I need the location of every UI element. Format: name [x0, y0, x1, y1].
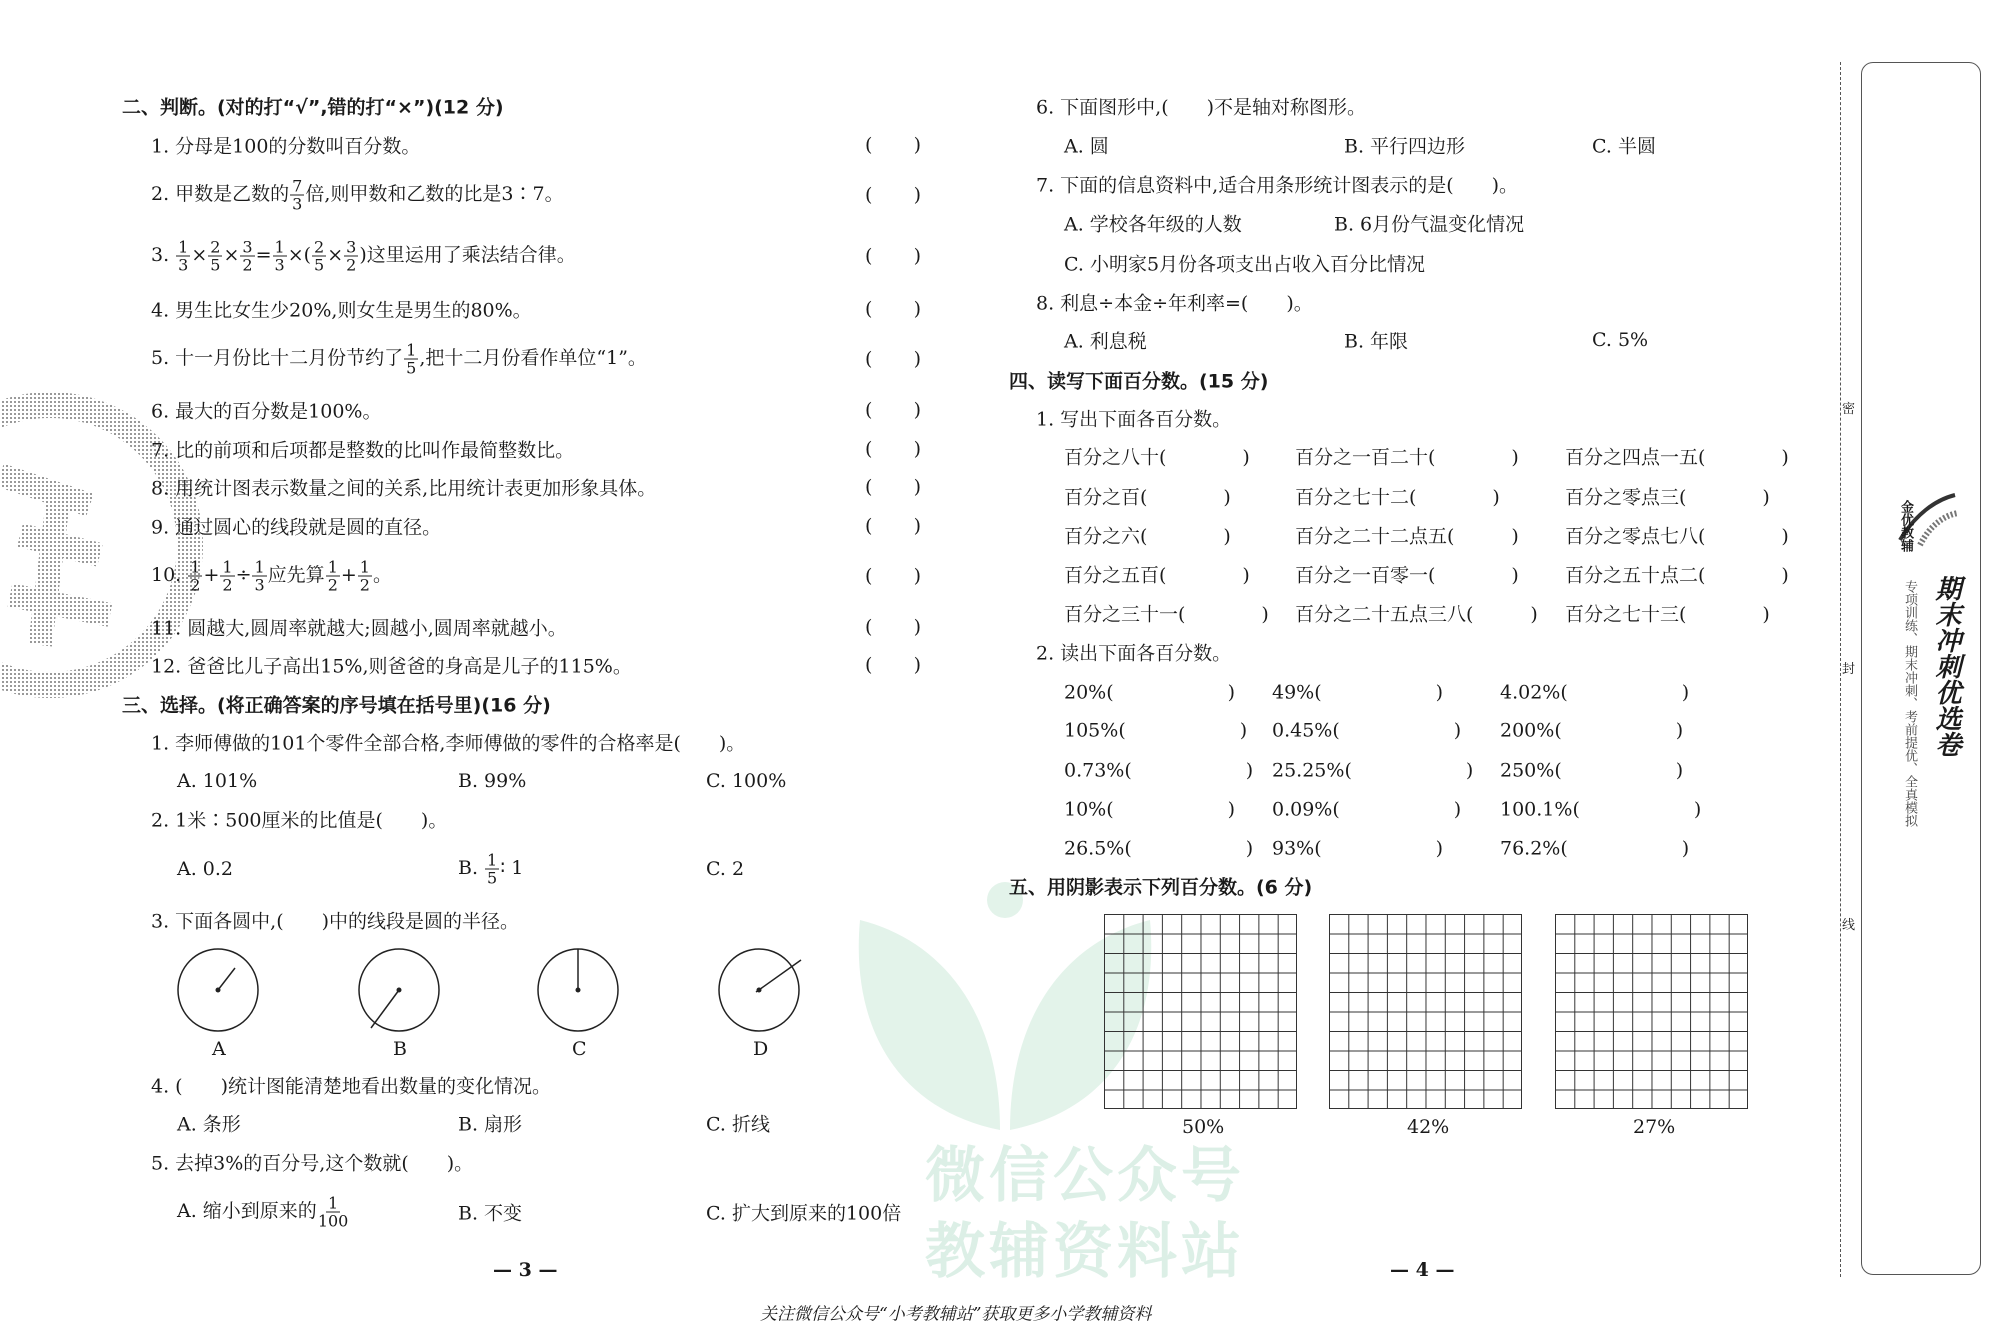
text-segment: A. 条形 [177, 1113, 241, 1136]
denominator: 5 [406, 358, 417, 378]
text-segment: × [327, 244, 344, 266]
text-segment: ÷ [235, 564, 252, 586]
page-number: — 4 — [1390, 1259, 1455, 1281]
q6-option-a: A. 圆 [1064, 135, 1109, 158]
fraction [485, 852, 499, 887]
read-title: 2. 读出下面各百分数。 [1036, 642, 1232, 665]
answer-blank[interactable] [865, 134, 921, 156]
text-segment: 5. 十一月份比十二月份节约了 [151, 347, 404, 369]
q5-option-b [458, 1199, 522, 1226]
section-shade-header: 五、用阴影表示下列百分数。(6 分) [1009, 876, 1313, 899]
write-item: 百分之一百零一( ) [1295, 564, 1519, 587]
choice-q8: 8. 利息÷本金÷年利率=( )。 [1036, 292, 1313, 315]
q4-option-c [706, 1110, 770, 1137]
text-segment: B. [458, 857, 485, 879]
numerator: 1 [274, 237, 285, 257]
denominator: 3 [292, 194, 303, 214]
open-paren: ( [865, 184, 873, 206]
text-segment: 7. 比的前项和后项都是整数的比叫作最简整数比。 [151, 439, 575, 462]
text-segment: A. 0.2 [177, 858, 234, 880]
binding-label-xian: 线 [1842, 914, 1855, 933]
q6-option-b: B. 平行四边形 [1344, 135, 1466, 158]
binding-label-feng: 封 [1842, 658, 1855, 677]
answer-blank[interactable] [865, 476, 921, 498]
fraction [176, 239, 190, 274]
judge-item [151, 132, 420, 159]
section-choice-header: 三、选择。(将正确答案的序号填在括号里)(16 分) [122, 694, 551, 717]
q8-option-b: B. 年限 [1344, 330, 1409, 353]
judge-item [151, 239, 576, 274]
text-segment: ×( [287, 244, 312, 266]
numerator: 1 [190, 557, 201, 577]
read-item: 200%( ) [1500, 719, 1684, 742]
q4-option-a [177, 1110, 241, 1137]
answer-blank[interactable] [865, 184, 921, 206]
text-segment: B. 99% [458, 770, 527, 792]
grid-label: 42% [1407, 1116, 1450, 1138]
text-segment: A. 缩小到原来的 [177, 1200, 317, 1222]
read-item: 250%( ) [1500, 759, 1684, 782]
circle-figure-b [349, 940, 449, 1040]
read-item: 49%( ) [1272, 681, 1444, 704]
circle-label: A [212, 1038, 226, 1060]
text-segment: 6. 最大的百分数是100%。 [151, 400, 382, 423]
denominator: 2 [190, 575, 201, 595]
series-slogan: 专项训练、期末冲刺、考前提优、全真模拟 [1902, 580, 1917, 827]
close-paren: ) [913, 565, 921, 587]
q8-option-c: C. 5% [1592, 329, 1649, 351]
close-paren: ) [913, 438, 921, 460]
q1-option-c [706, 770, 786, 792]
open-paren: ( [865, 565, 873, 587]
answer-blank[interactable] [865, 438, 921, 460]
q1-option-a [177, 770, 257, 792]
write-item: 百分之零点三( ) [1565, 486, 1770, 509]
text-segment: + [340, 564, 357, 586]
judge-item [151, 296, 532, 323]
denominator: 2 [242, 255, 253, 275]
numerator: 1 [406, 340, 417, 360]
watermark-line2: 教辅资料站 [925, 1217, 1245, 1287]
close-paren: ) [913, 184, 921, 206]
read-item: 20%( ) [1064, 681, 1236, 704]
text-segment: 4. 男生比女生少20%,则女生是男生的80%。 [151, 299, 532, 322]
write-item: 百分之三十一( ) [1064, 603, 1269, 626]
choice-q4: 4. ( )统计图能清楚地看出数量的变化情况。 [151, 1075, 551, 1098]
grid-label: 50% [1182, 1116, 1225, 1138]
denominator: 5 [210, 255, 221, 275]
read-item: 0.45%( ) [1272, 719, 1462, 742]
numerator: 1 [487, 850, 498, 870]
numerator: 7 [292, 176, 303, 196]
text-segment: 11. 圆越大,圆周率就越大;圆越小,圆周率就越小。 [151, 617, 567, 640]
fraction [344, 239, 358, 274]
q7-option-c: C. 小明家5月份各项支出占收入百分比情况 [1064, 253, 1426, 276]
read-item: 4.02%( ) [1500, 681, 1690, 704]
denominator: 2 [327, 575, 338, 595]
answer-blank[interactable] [865, 515, 921, 537]
fraction [252, 559, 266, 594]
binding-label-mi: 密 [1842, 398, 1855, 417]
q6-option-c: C. 半圆 [1592, 135, 1656, 158]
numerator: 2 [314, 237, 325, 257]
fraction [326, 559, 340, 594]
open-paren: ( [865, 616, 873, 638]
numerator: 1 [254, 557, 265, 577]
series-title: 期末冲刺优选卷 [1931, 575, 1961, 757]
q8-option-a: A. 利息税 [1064, 330, 1147, 353]
judge-item [151, 474, 656, 501]
open-paren: ( [865, 245, 873, 267]
close-paren: ) [913, 134, 921, 156]
text-segment: 1. 分母是100的分数叫百分数。 [151, 135, 421, 158]
open-paren: ( [865, 134, 873, 156]
write-item: 百分之二十二点五( ) [1295, 525, 1519, 548]
write-item: 百分之百( ) [1064, 486, 1231, 509]
text-segment: 。 [372, 564, 392, 586]
read-item: 76.2%( ) [1500, 837, 1690, 860]
numerator: 2 [210, 237, 221, 257]
q7-option-a: A. 学校各年级的人数 [1064, 213, 1242, 236]
answer-blank[interactable] [865, 565, 921, 587]
write-item: 百分之五十点二( ) [1565, 564, 1789, 587]
denominator: 5 [487, 868, 498, 888]
write-item: 百分之七十三( ) [1565, 603, 1770, 626]
fraction [240, 239, 254, 274]
fraction [220, 559, 234, 594]
text-segment: = [255, 244, 272, 266]
choice-q3: 3. 下面各圆中,( )中的线段是圆的半径。 [151, 910, 520, 933]
judge-item [151, 614, 567, 641]
close-paren: ) [913, 476, 921, 498]
q1-option-b [458, 770, 526, 792]
q2-option-a [177, 858, 233, 880]
text-segment: 9. 通过圆心的线段就是圆的直径。 [151, 516, 442, 539]
watermark-line1: 微信公众号 [925, 1141, 1245, 1211]
q4-option-b [458, 1110, 522, 1137]
text-segment: × [191, 244, 208, 266]
close-paren: ) [913, 399, 921, 421]
close-paren: ) [913, 616, 921, 638]
numerator: 3 [346, 237, 357, 257]
brand-name: 金优教辅 [1898, 500, 1913, 552]
text-segment: B. 扇形 [458, 1113, 523, 1136]
text-segment: ,把十二月份看作单位“1”。 [419, 347, 647, 369]
read-item: 105%( ) [1064, 719, 1248, 742]
page-number: — 3 — [493, 1259, 558, 1281]
write-item: 百分之六( ) [1064, 525, 1231, 548]
answer-blank[interactable] [865, 348, 921, 370]
open-paren: ( [865, 399, 873, 421]
text-segment: + [203, 564, 220, 586]
denominator: 100 [317, 1211, 349, 1231]
answer-blank[interactable] [865, 616, 921, 638]
fraction [318, 1195, 349, 1230]
judge-item [151, 513, 441, 540]
read-item: 93%( ) [1272, 837, 1444, 860]
fraction [312, 239, 326, 274]
answer-blank[interactable] [865, 654, 921, 676]
q7-option-b: B. 6月份气温变化情况 [1334, 213, 1525, 236]
close-paren: ) [913, 654, 921, 676]
denominator: 5 [314, 255, 325, 275]
circle-figure-d [709, 940, 809, 1040]
read-item: 26.5%( ) [1064, 837, 1254, 860]
judge-item [151, 397, 382, 424]
text-segment: C. 2 [706, 858, 745, 880]
q5-option-a [177, 1195, 349, 1230]
write-item: 百分之二十五点三八( ) [1295, 603, 1538, 626]
write-item: 百分之一百二十( ) [1295, 446, 1519, 469]
write-title: 1. 写出下面各百分数。 [1036, 408, 1232, 431]
numerator: 1 [178, 237, 189, 257]
numerator: 1 [359, 557, 370, 577]
write-item: 百分之四点一五( ) [1565, 446, 1789, 469]
numerator: 3 [242, 237, 253, 257]
close-paren: ) [913, 298, 921, 320]
close-paren: ) [913, 348, 921, 370]
text-segment: 倍,则甲数和乙数的比是3∶7。 [305, 183, 564, 205]
text-segment: 10. [151, 564, 188, 586]
hundred-grid[interactable] [1555, 914, 1748, 1109]
text-segment: C. 折线 [706, 1113, 770, 1136]
text-segment: B. 不变 [458, 1202, 523, 1225]
open-paren: ( [865, 298, 873, 320]
circle-label: C [572, 1038, 587, 1060]
open-paren: ( [865, 476, 873, 498]
open-paren: ( [865, 515, 873, 537]
q2-option-b [458, 852, 523, 887]
choice-q5: 5. 去掉3%的百分号,这个数就( )。 [151, 1152, 474, 1175]
numerator: 1 [327, 557, 338, 577]
q5-option-c [706, 1199, 901, 1226]
numerator: 1 [222, 557, 233, 577]
text-segment: 3. [151, 244, 176, 266]
choice-q7: 7. 下面的信息资料中,适合用条形统计图表示的是( )。 [1036, 174, 1519, 197]
write-item: 百分之零点七八( ) [1565, 525, 1789, 548]
section-judge-header: 二、判断。(对的打“√”,错的打“×”)(12 分) [122, 96, 504, 119]
denominator: 2 [222, 575, 233, 595]
denominator: 2 [346, 255, 357, 275]
choice-q6: 6. 下面图形中,( )不是轴对称图形。 [1036, 96, 1367, 119]
text-segment: C. 100% [706, 770, 787, 792]
judge-item [151, 559, 392, 594]
write-item: 百分之五百( ) [1064, 564, 1250, 587]
fraction [358, 559, 372, 594]
write-item: 百分之七十二( ) [1295, 486, 1500, 509]
answer-blank[interactable] [865, 245, 921, 267]
grid-label: 27% [1633, 1116, 1676, 1138]
text-segment: ∶ 1 [500, 857, 524, 879]
q2-option-c [706, 858, 744, 880]
section-read-write-header: 四、读写下面百分数。(15 分) [1009, 370, 1269, 393]
read-item: 10%( ) [1064, 798, 1236, 821]
open-paren: ( [865, 654, 873, 676]
fraction [290, 178, 304, 213]
text-segment: 应先算 [267, 564, 325, 586]
circle-label: D [753, 1038, 769, 1060]
close-paren: ) [913, 245, 921, 267]
text-segment: A. 101% [177, 770, 258, 792]
hundred-grid[interactable] [1104, 914, 1297, 1109]
numerator: 1 [327, 1193, 339, 1213]
judge-item [151, 436, 574, 463]
footer-note: 关注微信公众号“小考教辅站”获取更多小学教辅资料 [760, 1304, 1152, 1325]
text-segment: × [223, 244, 240, 266]
answer-blank[interactable] [865, 399, 921, 421]
binding-dashed-line [1840, 62, 1841, 1277]
fraction [404, 342, 418, 377]
text-segment: )这里运用了乘法结合律。 [359, 244, 576, 266]
read-item: 0.09%( ) [1272, 798, 1462, 821]
close-paren: ) [913, 515, 921, 537]
judge-item [151, 342, 647, 377]
circle-label: B [393, 1038, 407, 1060]
circle-figure-c [528, 940, 628, 1040]
denominator: 2 [359, 575, 370, 595]
judge-item [151, 652, 632, 679]
write-item: 百分之八十( ) [1064, 446, 1250, 469]
fraction [273, 239, 287, 274]
choice-q1: 1. 李师傅做的101个零件全部合格,李师傅做的零件的合格率是( )。 [151, 732, 746, 755]
judge-item [151, 178, 564, 213]
denominator: 3 [254, 575, 265, 595]
open-paren: ( [865, 438, 873, 460]
read-item: 0.73%( ) [1064, 759, 1254, 782]
open-paren: ( [865, 348, 873, 370]
fraction [188, 559, 202, 594]
read-item: 100.1%( ) [1500, 798, 1702, 821]
fraction [208, 239, 222, 274]
denominator: 3 [178, 255, 189, 275]
read-item: 25.25%( ) [1272, 759, 1474, 782]
denominator: 3 [274, 255, 285, 275]
choice-q2: 2. 1米∶500厘米的比值是( )。 [151, 809, 448, 832]
hundred-grid[interactable] [1329, 914, 1522, 1109]
text-segment: C. 扩大到原来的100倍 [706, 1202, 902, 1225]
text-segment: 8. 用统计图表示数量之间的关系,比用统计表更加形象具体。 [151, 477, 657, 500]
text-segment: 2. 甲数是乙数的 [151, 183, 290, 205]
answer-blank[interactable] [865, 298, 921, 320]
text-segment: 12. 爸爸比儿子高出15%,则爸爸的身高是儿子的115%。 [151, 655, 632, 678]
circle-figure-a [168, 940, 268, 1040]
